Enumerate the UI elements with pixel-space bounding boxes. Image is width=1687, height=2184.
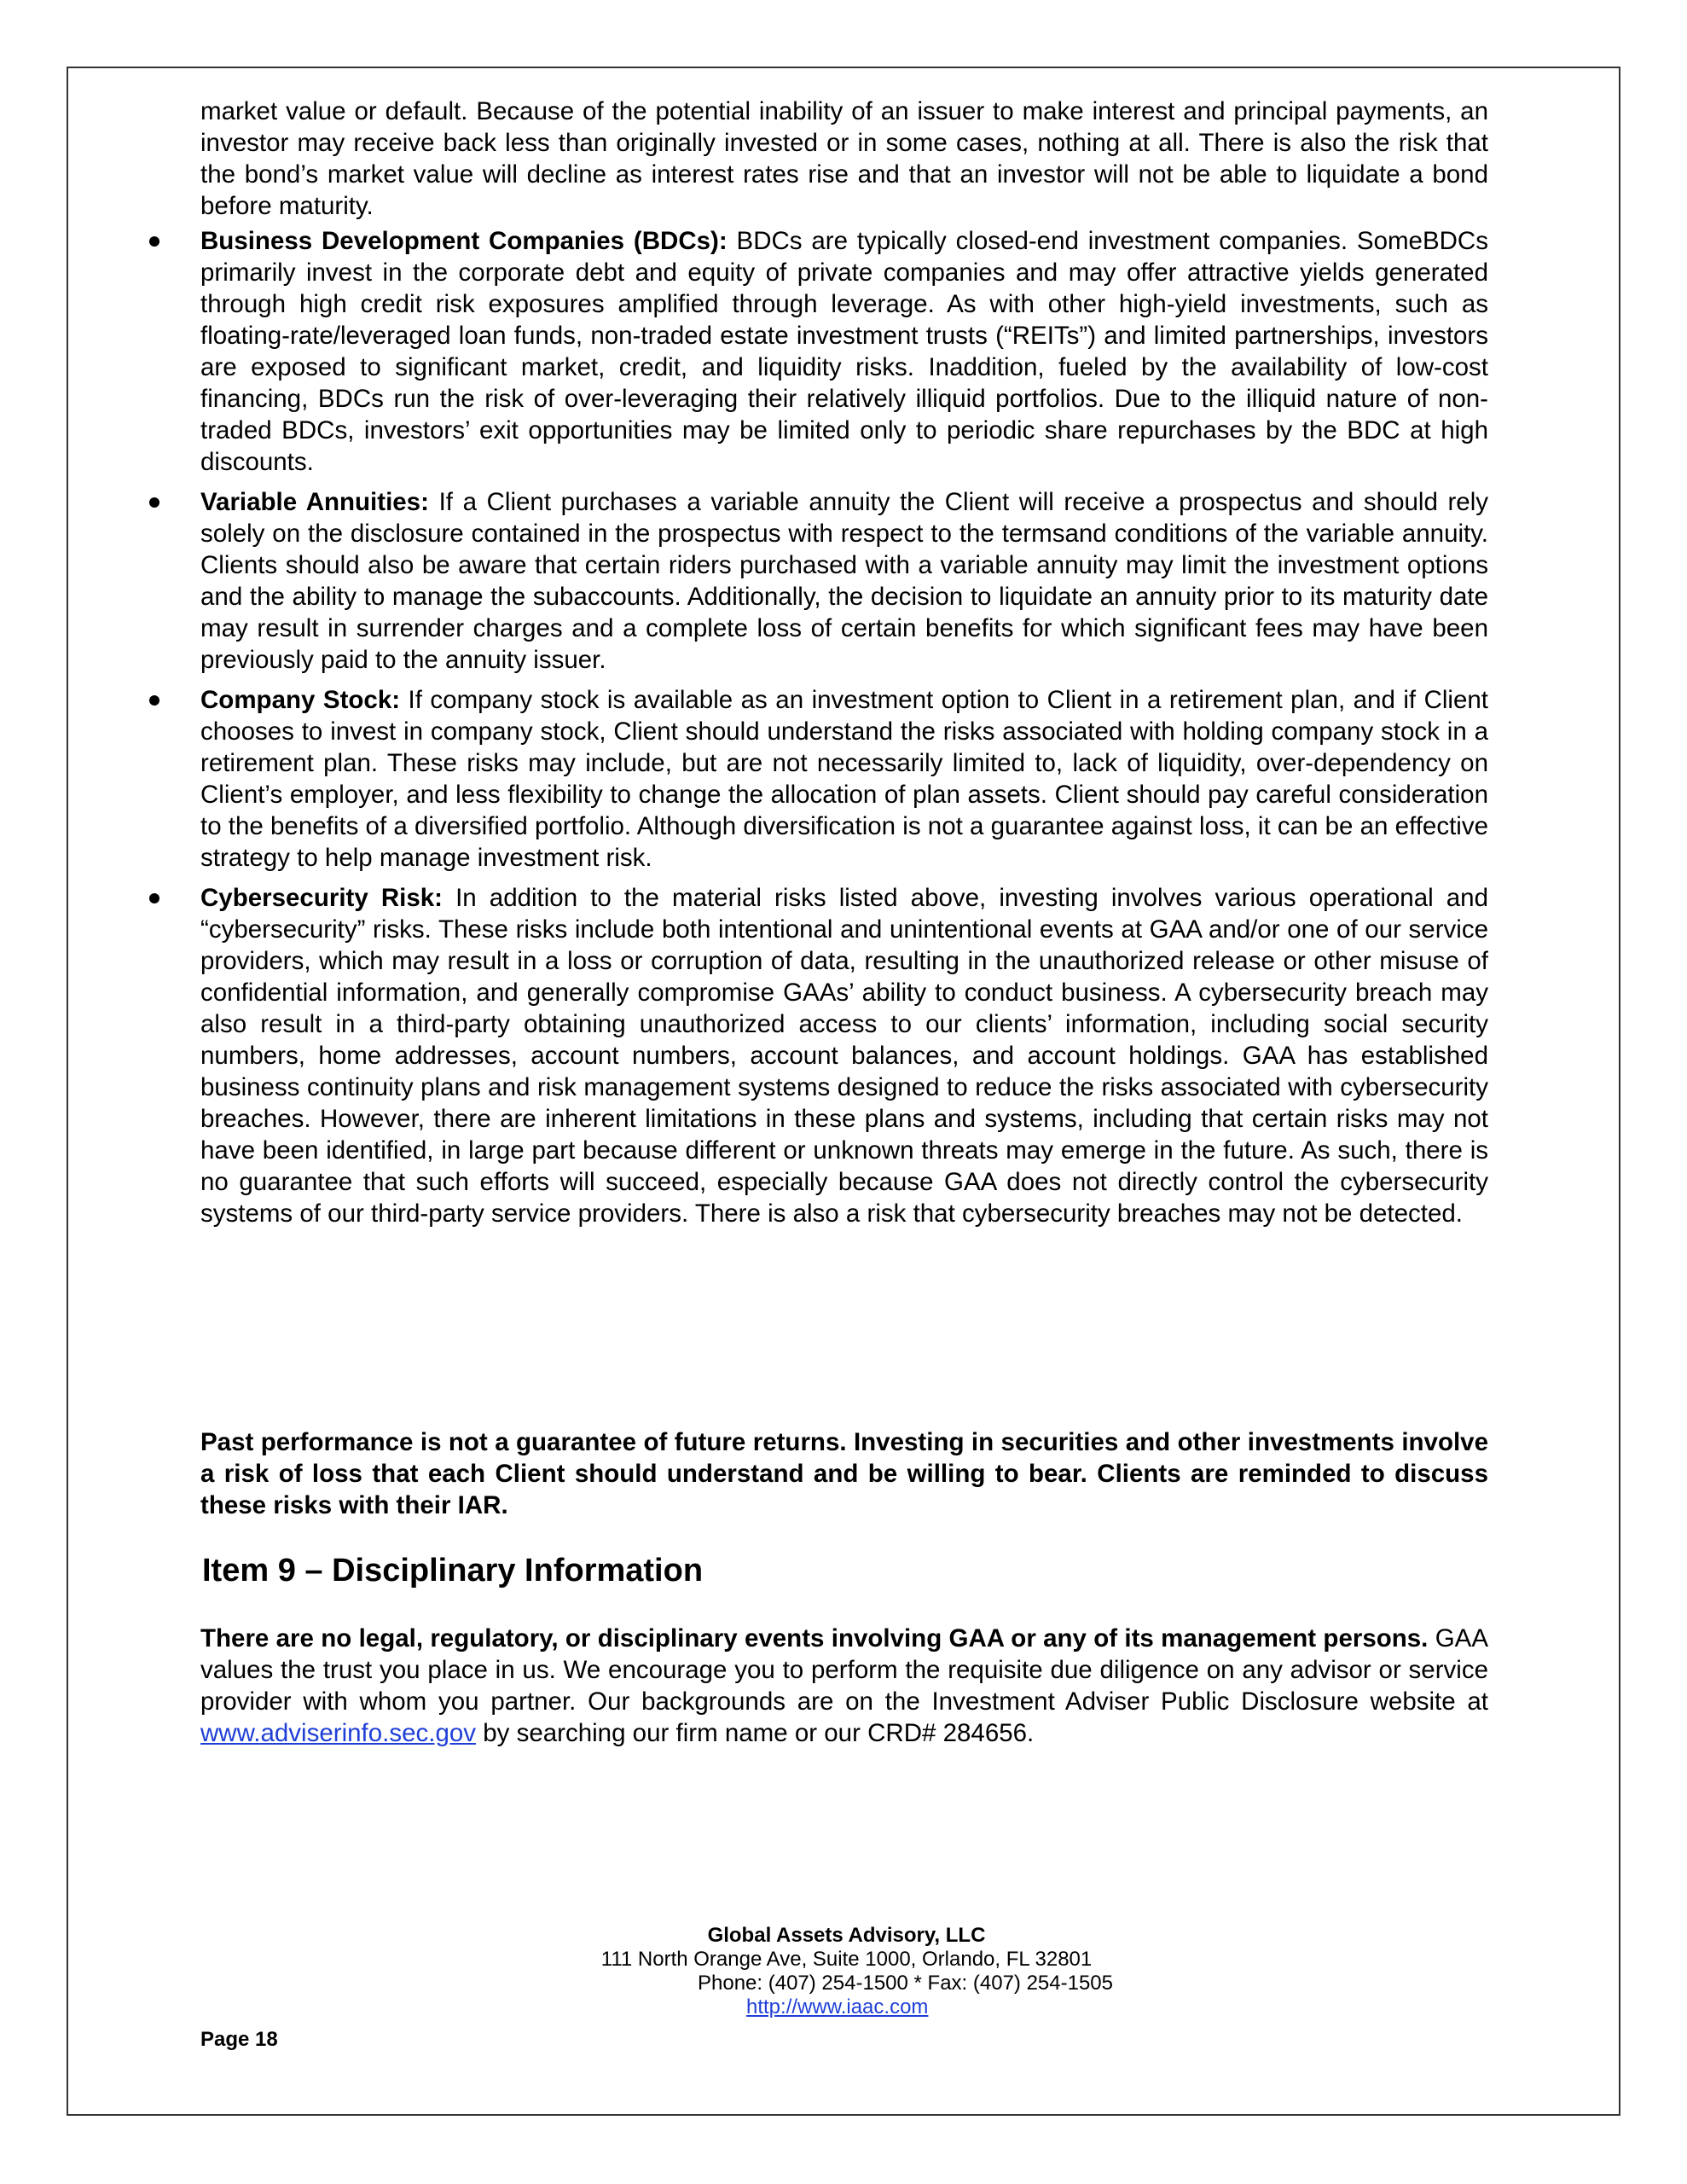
bullet-title: Business Development Companies (BDCs): — [200, 227, 728, 255]
disciplinary-bold-lead: There are no legal, regulatory, or disciplinary events involving GAA or any of its management persons. — [200, 1624, 1429, 1653]
footer-url — [746, 1995, 1087, 2019]
bullet-bdcs — [200, 225, 1488, 478]
item-9-heading: Item 9 – Disciplinary Information — [202, 1553, 704, 1589]
bullet-cybersecurity-risk — [200, 882, 1488, 1229]
bullet-icon — [149, 497, 159, 508]
bullet-title: Variable Annuities: — [200, 488, 429, 516]
bullet-text: BDCs are typically closed-end investment companies. SomeBDCs primarily invest in the corporate debt and equity of private companies and may offer attractive yields generated through high credit risk exposures amplified through leverage. As with other high-yield investments, such as floating-rate/leveraged loan funds, non-traded estate investment trusts (“REITs”) and limited partnerships, investors are exposed to significant market, credit, and liquidity risks. Inaddition, fueled by the availability of low-cost financing, BDCs run the risk of over-leveraging their relatively illiquid portfolios. Due to the illiquid nature of non-traded BDCs, investors’ exit opportunities may be limited only to periodic share repurchases by the BDC at high discounts. — [200, 227, 1488, 476]
bullet-icon — [149, 893, 159, 903]
risk-content — [200, 96, 1488, 1238]
bullet-text: If company stock is available as an investment option to Client in a retirement plan, and if Client chooses to invest in company stock, Client should understand the risks associated with holding company stock in a retirement plan. These risks may include, but are not necessarily limited to, lack of liquidity, over-dependency on Client’s employer, and less flexibility to change the allocation of plan assets. Client should pay careful consideration to the benefits of a diversified portfolio. Although diversification is not a guarantee against loss, it can be an effective strategy to help manage investment risk. — [200, 686, 1488, 872]
past-performance-summary: Past performance is not a guarantee of future returns. Investing in securities and other investments involve a risk of loss that each Client should understand and be willing to bear. Clients are reminded to discuss these risks with their IAR. — [200, 1428, 1488, 1519]
footer-phone: Phone: (407) 254-1500 * Fax: (407) 254-1505 — [698, 1972, 1113, 1995]
intro-paragraph: market value or default. Because of the potential inability of an issuer to make interest and principal payments, an investor may receive back less than originally invested or in some cases, nothing at all. There is also the risk that the bond’s market value will decline as interest rates rise and that an investor will not be able to liquidate a bond before maturity. — [200, 97, 1488, 220]
footer-company-name: Global Assets Advisory, LLC — [707, 1924, 986, 1947]
bullet-variable-annuities — [200, 486, 1488, 676]
bullet-title: Cybersecurity Risk: — [200, 884, 443, 912]
bullet-title: Company Stock: — [200, 686, 401, 714]
bullet-company-stock — [200, 684, 1488, 874]
disciplinary-paragraph — [200, 1623, 1488, 1749]
footer-website-link[interactable]: http://www.iaac.com — [746, 1995, 929, 2018]
adviserinfo-link[interactable]: www.adviserinfo.sec.gov — [200, 1719, 477, 1747]
disciplinary-text: GAA values the trust you place in us. We encourage you to perform the requisite due diligence on any advisor or service provider with whom you partner. Our backgrounds are on the Investment Adviser Public Disclosure website at — [200, 1624, 1488, 1716]
risk-bullet-list — [200, 225, 1488, 1229]
bullet-text: In addition to the material risks listed above, investing involves various operational and “cybersecurity” risks. These risks include both intentional and unintentional events at GAA and/or one of our service providers, which may result in a loss or corruption of data, resulting in the unauthorized release or other misuse of confidential information, and generally compromise GAAs’ ability to conduct business. A cybersecurity breach may also result in a third-party obtaining unauthorized access to our clients’ information, including social security numbers, home addresses, account numbers, account balances, and account holdings. GAA has established business continuity plans and risk management systems designed to reduce the risks associated with cybersecurity breaches. However, there are inherent limitations in these plans and systems, including that certain risks may not have been identified, in large part because different or unknown threats may emerge in the future. As such, there is no guarantee that such efforts will succeed, especially because GAA does not directly control the cybersecurity systems of our third-party service providers. There is also a risk that cybersecurity breaches may not be detected. — [200, 884, 1488, 1228]
bullet-text: If a Client purchases a variable annuity the Client will receive a prospectus and should rely solely on the disclosure contained in the prospectus with respect to the termsand conditions of the variable annuity. Clients should also be aware that certain riders purchased with a variable annuity may limit the investment options and the ability to manage the subaccounts. Additionally, the decision to liquidate an annuity prior to its maturity date may result in surrender charges and a complete loss of certain benefits for which significant fees may have been previously paid to the annuity issuer. — [200, 488, 1489, 674]
footer-address: 111 North Orange Ave, Suite 1000, Orlando, FL 32801 — [600, 1948, 1093, 1971]
page-number: Page 18 — [200, 2028, 278, 2051]
disciplinary-text-end: by searching our firm name or our CRD# 284656. — [476, 1719, 1035, 1747]
bullet-icon — [149, 695, 159, 706]
bullet-icon — [149, 236, 159, 247]
